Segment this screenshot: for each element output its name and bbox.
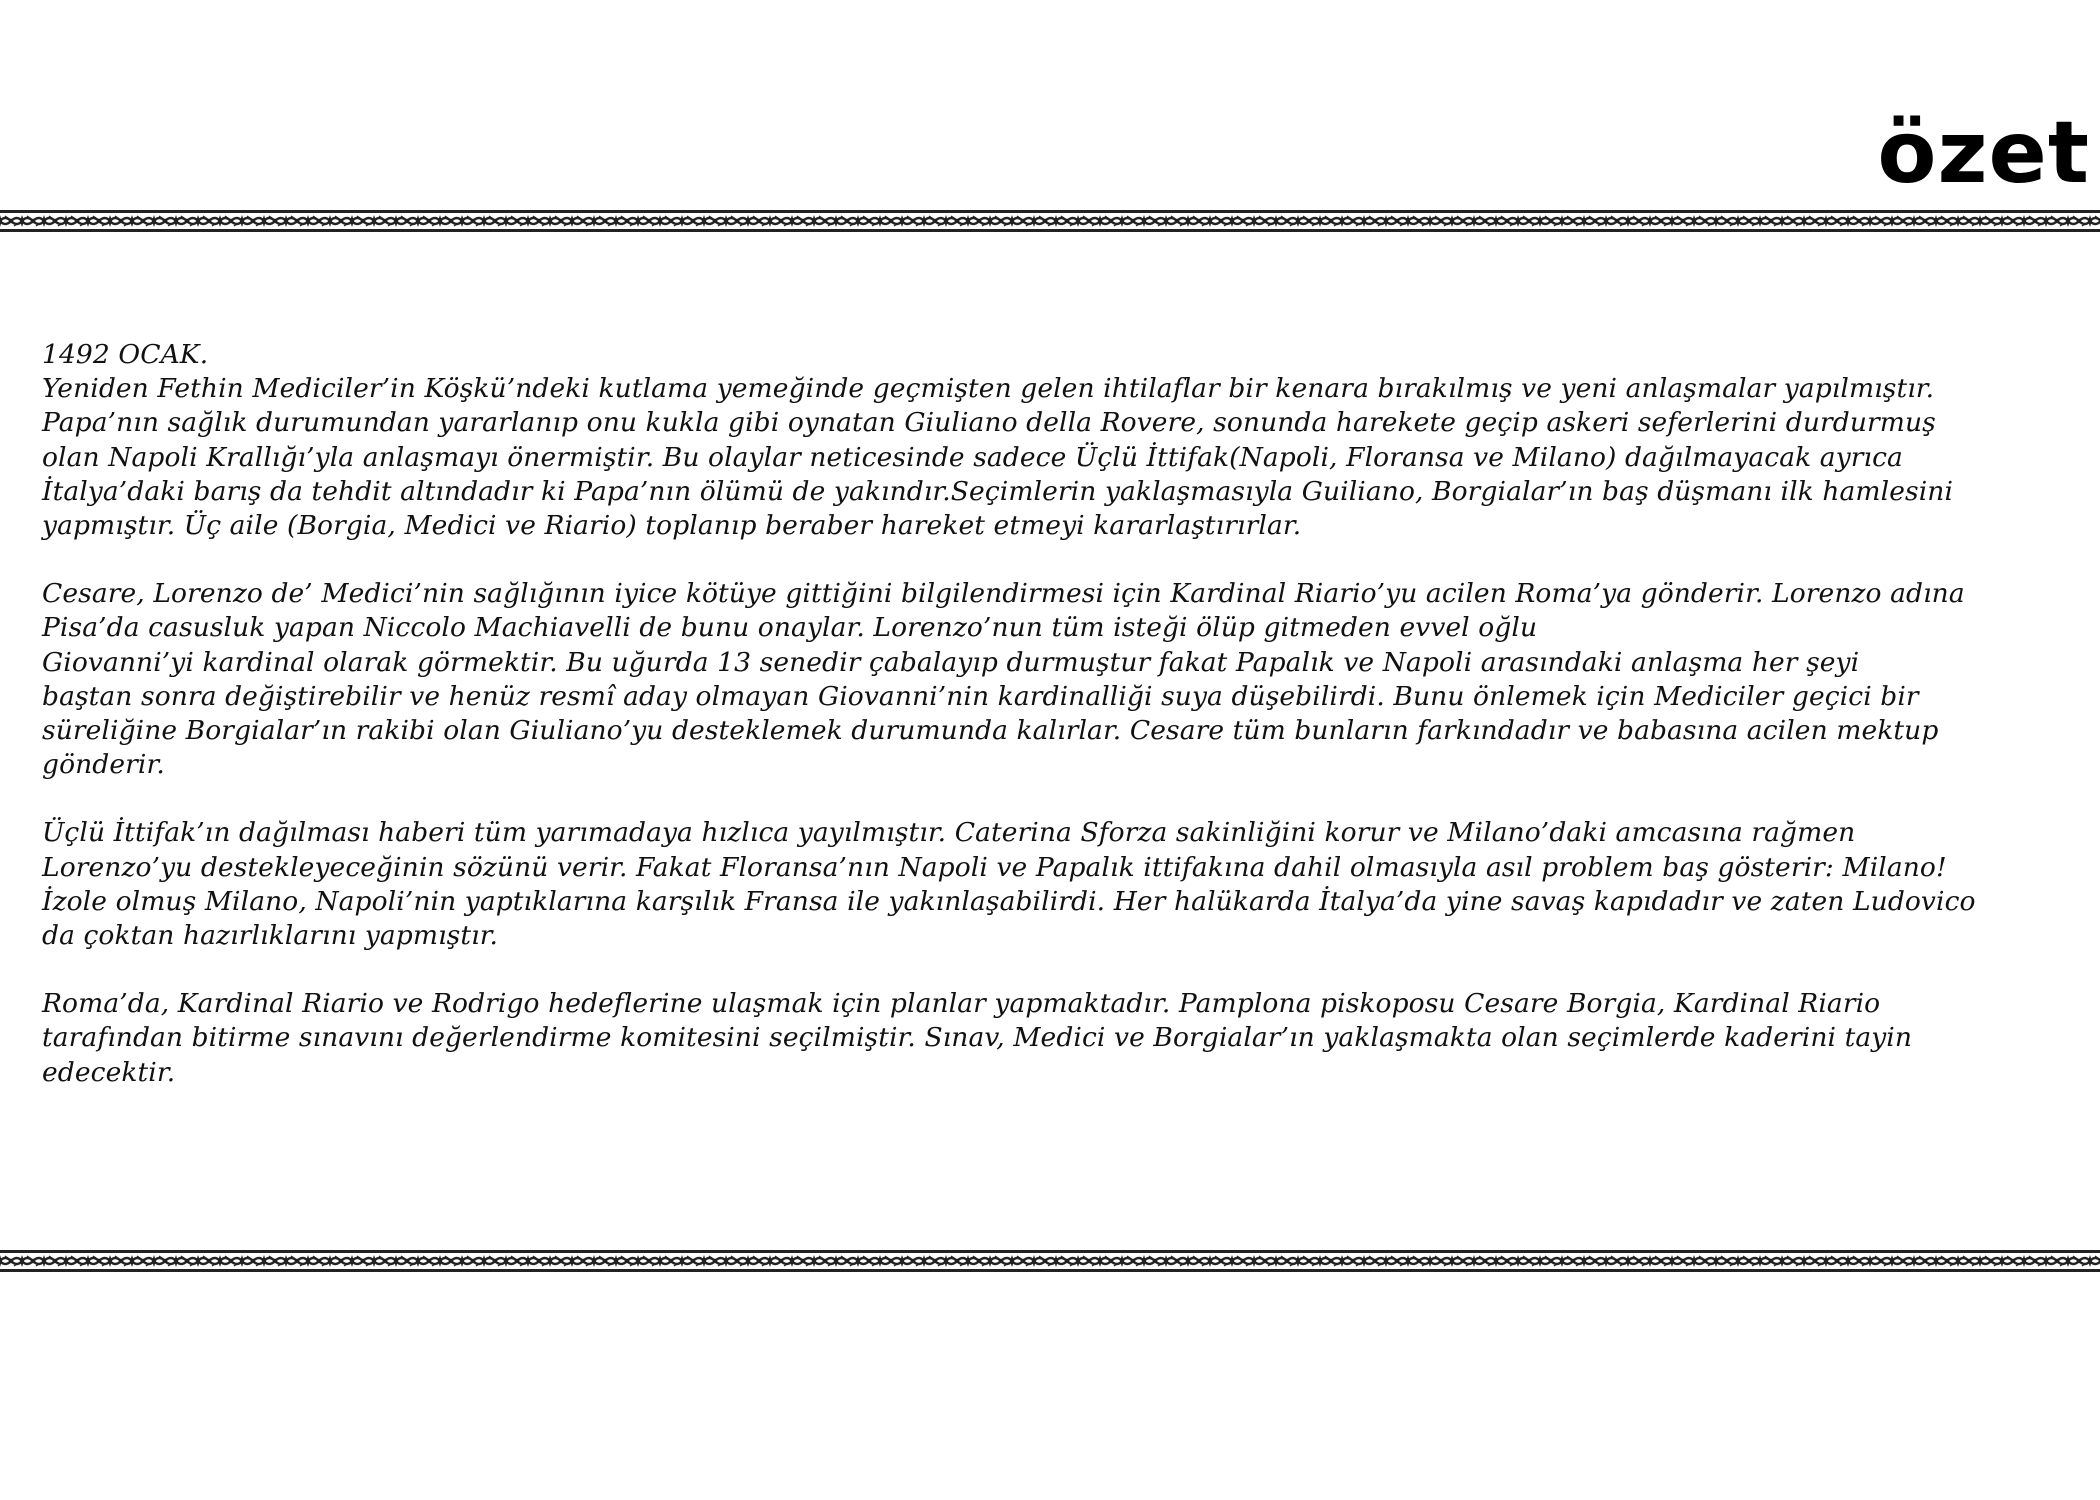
text-line: Giovanni’yi kardinal olarak görmektir. Bu uğurda 13 senedir çabalayıp durmuştur fakat Papalık ve Napoli arasındaki anlaşma her şeyi bbox=[42, 646, 1860, 678]
paragraph-2 bbox=[42, 577, 2072, 782]
text-line: Lorenzo’yu destekleyeceğinin sözünü verir. Fakat Floransa’nın Napoli ve Papalık ittifakına dahil olmasıyla asıl problem baş gösterir: Milano! bbox=[42, 851, 1947, 883]
paragraph-1 bbox=[42, 338, 2072, 543]
paragraph-4 bbox=[42, 987, 2072, 1090]
text-line: olan Napoli Krallığı’yla anlaşmayı önermiştir. Bu olaylar neticesinde sadece Üçlü İttifak(Napoli, Floransa ve Milano) dağılmayacak ayrıca bbox=[42, 441, 1903, 473]
text-line: süreliğine Borgialar’ın rakibi olan Giuliano’yu desteklemek durumunda kalırlar. Cesare tüm bunların farkındadır ve babasına acilen mektup bbox=[42, 715, 1939, 747]
bottom-ornamental-border bbox=[0, 1250, 2100, 1272]
text-line: baştan sonra değiştirebilir ve henüz resmî aday olmayan Giovanni’nin kardinalliği suya düşebilirdi. Bunu önlemek için Mediciler geçici bir bbox=[42, 680, 1919, 712]
text-line: Pisa’da casusluk yapan Niccolo Machiavelli de bunu onaylar. Lorenzo’nun tüm isteği ölüp gitmeden evvel oğlu bbox=[42, 612, 1538, 644]
text-line: Üçlü İttifak’ın dağılması haberi tüm yarımadaya hızlıca yayılmıştır. Caterina Sforza sakinliğini korur ve Milano’daki amcasına rağmen bbox=[42, 817, 1856, 849]
text-line: İtalya’daki barış da tehdit altındadır ki Papa’nın ölümü de yakındır.Seçimlerin yaklaşmasıyla Guiliano, Borgialar’ın baş düşmanı ilk hamlesini bbox=[42, 475, 1954, 507]
page-title: özet bbox=[1877, 103, 2090, 203]
text-line: Cesare, Lorenzo de’ Medici’nin sağlığının iyice kötüye gittiğini bilgilendirmesi için Kardinal Riario’yu acilen Roma’ya gönderir. Lorenzo adına bbox=[42, 578, 1965, 610]
ornamental-border-icon bbox=[0, 1250, 2100, 1272]
summary-text bbox=[42, 338, 2072, 1090]
text-line: Roma’da, Kardinal Riario ve Rodrigo hedeflerine ulaşmak için planlar yapmaktadır. Pamplona piskoposu Cesare Borgia, Kardinal Riario bbox=[42, 988, 1881, 1020]
ornamental-border-icon bbox=[0, 210, 2100, 232]
text-line: da çoktan hazırlıklarını yapmıştır. bbox=[42, 920, 499, 952]
text-line: gönderir. bbox=[42, 749, 165, 781]
text-line: 1492 OCAK. bbox=[42, 339, 209, 370]
text-line: tarafından bitirme sınavını değerlendirme komitesini seçilmiştir. Sınav, Medici ve Borgialar’ın yaklaşmakta olan seçimlerde kaderini tayin bbox=[42, 1022, 1913, 1054]
text-line: Yeniden Fethin Mediciler’in Köşkü’ndeki kutlama yemeğinde geçmişten gelen ihtilaflar bir kenara bırakılmış ve yeni anlaşmalar yapılmıştır. bbox=[42, 373, 1935, 405]
paragraph-3 bbox=[42, 816, 2072, 953]
text-line: Papa’nın sağlık durumundan yararlanıp onu kukla gibi oynatan Giuliano della Rovere, sonunda harekete geçip askeri seferlerini durdurmuş bbox=[42, 407, 1936, 439]
text-line: edecektir. bbox=[42, 1056, 176, 1088]
text-line: yapmıştır. Üç aile (Borgia, Medici ve Riario) toplanıp beraber hareket etmeyi kararlaştırırlar. bbox=[42, 510, 1302, 542]
text-line: İzole olmuş Milano, Napoli’nin yaptıklarına karşılık Fransa ile yakınlaşabilirdi. Her halükarda İtalya’da yine savaş kapıdadır ve zaten Ludovico bbox=[42, 885, 1976, 917]
top-ornamental-border bbox=[0, 210, 2100, 232]
